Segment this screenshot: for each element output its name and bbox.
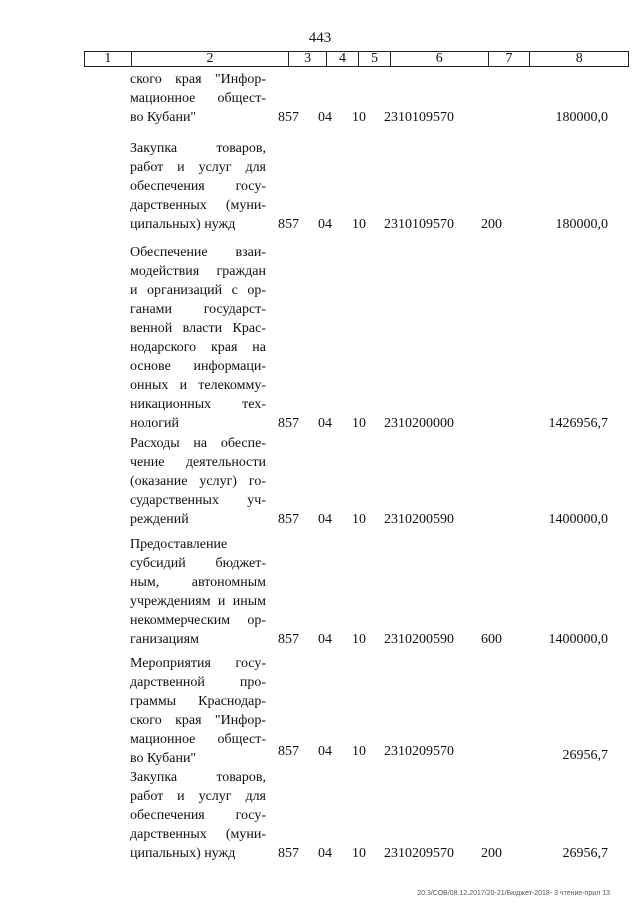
desc-line: дарственной про- [130, 675, 266, 690]
page-number: 443 [308, 30, 332, 46]
header-col-7: 7 [489, 52, 531, 66]
desc-line: никационных тех- [130, 397, 266, 412]
row-description [130, 243, 266, 433]
document-footer-code: 20.3/СОВ/08.12.2017/20-21/Бюджет-2018- 3 чтение-прил 13 [417, 890, 610, 897]
desc-line: Предоставление [130, 537, 228, 552]
row-description [130, 70, 266, 127]
cell-rz: 04 [318, 846, 332, 861]
header-col-6: 6 [391, 52, 489, 66]
cell-ved: 857 [278, 512, 299, 527]
header-col-5: 5 [359, 52, 391, 66]
header-col-1: 1 [85, 52, 132, 66]
desc-line: нологий [130, 416, 180, 431]
cell-sum: 1400000,0 [548, 512, 608, 527]
header-col-2: 2 [132, 52, 289, 66]
desc-line: Расходы на обеспе- [130, 436, 266, 451]
cell-csr: 2310209570 [384, 744, 454, 759]
cell-csr: 2310209570 [384, 846, 454, 861]
cell-rz: 04 [318, 632, 332, 647]
cell-sum: 180000,0 [555, 110, 608, 125]
cell-pr: 10 [352, 512, 366, 527]
cell-sum: 26956,7 [562, 846, 608, 861]
cell-pr: 10 [352, 416, 366, 431]
desc-line: дарственных (муни- [130, 827, 266, 842]
cell-csr: 2310200590 [384, 512, 454, 527]
cell-pr: 10 [352, 217, 366, 232]
cell-vr: 200 [481, 217, 502, 232]
cell-pr: 10 [352, 110, 366, 125]
desc-line: во Кубани" [130, 751, 197, 766]
cell-ved: 857 [278, 416, 299, 431]
cell-sum: 1400000,0 [548, 632, 608, 647]
desc-line: Обеспечение взаи- [130, 245, 266, 260]
cell-pr: 10 [352, 744, 366, 759]
header-col-8: 8 [575, 51, 583, 66]
cell-rz: 04 [318, 744, 332, 759]
desc-line: ным, автономным [130, 575, 266, 590]
desc-line: работ и услуг для [130, 160, 266, 175]
desc-line: мационное общест- [130, 732, 266, 747]
cell-rz: 04 [318, 416, 332, 431]
desc-line: мационное общест- [130, 91, 266, 106]
cell-rz: 04 [318, 512, 332, 527]
cell-rz: 04 [318, 217, 332, 232]
row-description [130, 535, 266, 649]
cell-vr: 200 [481, 846, 502, 861]
cell-sum: 26956,7 [562, 748, 608, 763]
row-description [130, 434, 266, 529]
desc-line: сударственных уч- [130, 493, 266, 508]
cell-ved: 857 [278, 846, 299, 861]
desc-line: Мероприятия госу- [130, 656, 266, 671]
desc-line: обеспечения госу- [130, 808, 266, 823]
desc-line: (оказание услуг) го- [130, 474, 266, 489]
desc-line: основе информаци- [130, 359, 266, 374]
cell-csr: 2310109570 [384, 217, 454, 232]
desc-line: Закупка товаров, [130, 770, 266, 785]
desc-line: субсидий бюджет- [130, 556, 266, 571]
desc-line: реждений [130, 512, 189, 527]
desc-line: нодарского края на [130, 340, 266, 355]
cell-ved: 857 [278, 632, 299, 647]
desc-line: ского края "Инфор- [130, 713, 266, 728]
desc-line: венной власти Крас- [130, 321, 266, 336]
cell-sum: 180000,0 [555, 217, 608, 232]
desc-line: ципальных) нужд [130, 846, 236, 861]
header-col-3: 3 [289, 52, 327, 66]
header-col-4: 4 [327, 52, 359, 66]
desc-line: Закупка товаров, [130, 141, 266, 156]
cell-csr: 2310200590 [384, 632, 454, 647]
row-description [130, 139, 266, 234]
desc-line: онных и телекомму- [130, 378, 266, 393]
desc-line: учреждениям и иным [130, 594, 266, 609]
cell-rz: 04 [318, 110, 332, 125]
row-description [130, 654, 266, 768]
desc-line: граммы Краснодар- [130, 694, 266, 709]
desc-line: модействия граждан [130, 264, 266, 279]
cell-pr: 10 [352, 632, 366, 647]
desc-line: во Кубани" [130, 110, 197, 125]
table-header-row [84, 51, 629, 67]
row-description [130, 768, 266, 863]
desc-line: обеспечения госу- [130, 179, 266, 194]
desc-line: и организаций с ор- [130, 283, 266, 298]
cell-ved: 857 [278, 110, 299, 125]
desc-line: ганизациям [130, 632, 199, 647]
cell-vr: 600 [481, 632, 502, 647]
cell-csr: 2310200000 [384, 416, 454, 431]
cell-pr: 10 [352, 846, 366, 861]
desc-line: работ и услуг для [130, 789, 266, 804]
desc-line: ципальных) нужд [130, 217, 236, 232]
desc-line: некоммерческим ор- [130, 613, 266, 628]
cell-ved: 857 [278, 744, 299, 759]
cell-csr: 2310109570 [384, 110, 454, 125]
desc-line: ского края "Инфор- [130, 72, 266, 87]
desc-line: ганами государст- [130, 302, 266, 317]
cell-sum: 1426956,7 [548, 416, 608, 431]
cell-ved: 857 [278, 217, 299, 232]
desc-line: дарственных (муни- [130, 198, 266, 213]
desc-line: чение деятельности [130, 455, 266, 470]
